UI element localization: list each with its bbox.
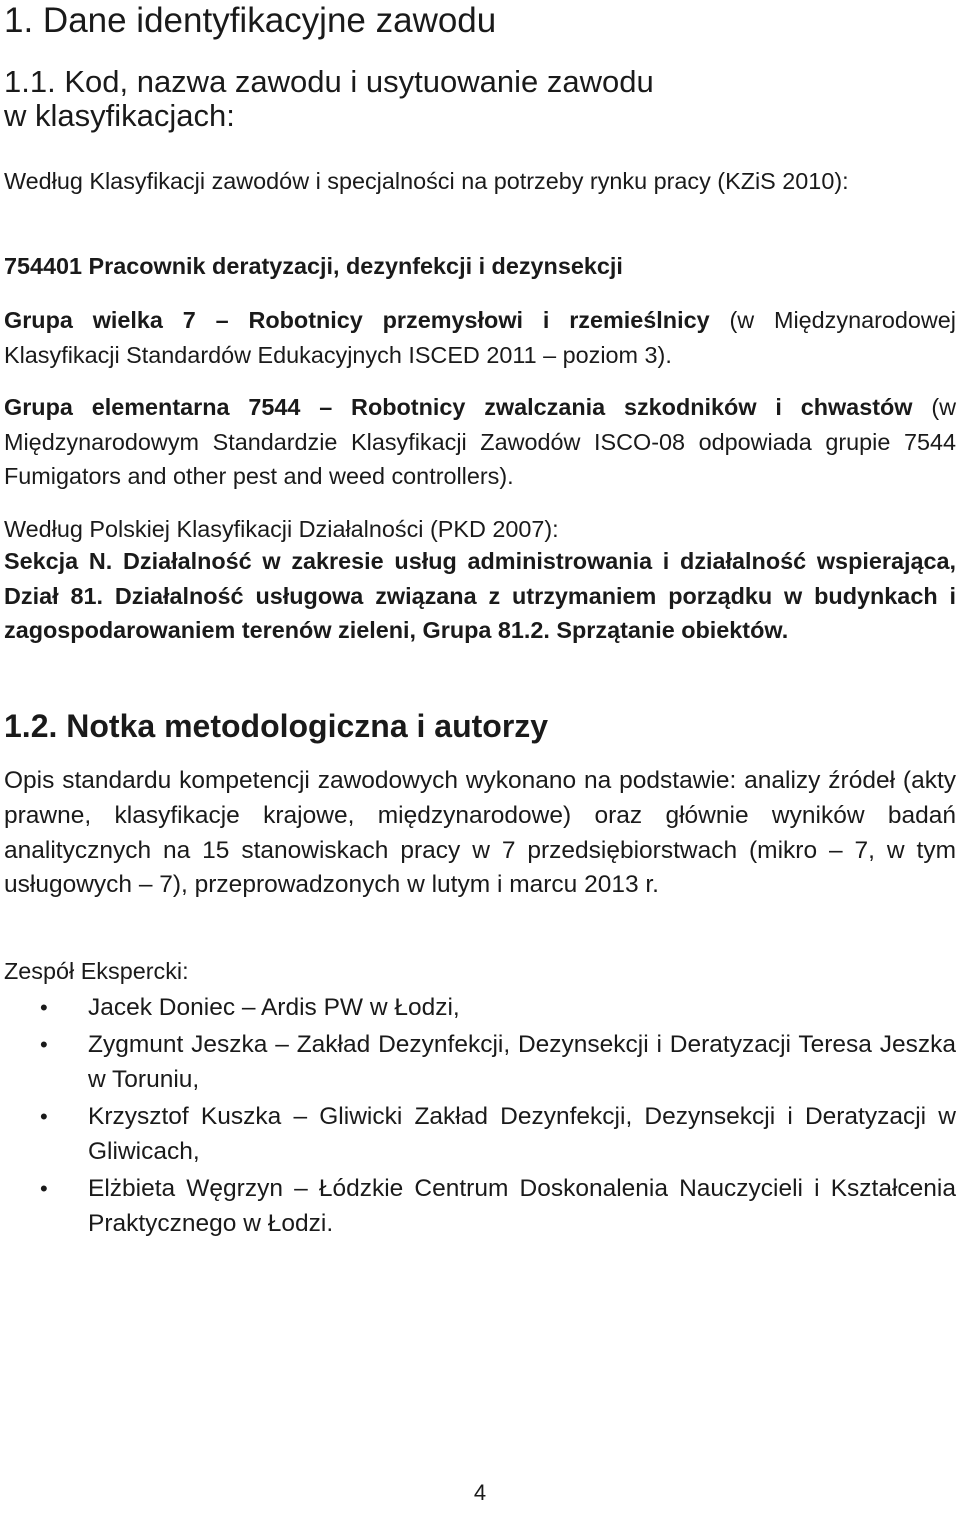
expert-entry: Krzysztof Kuszka – Gliwicki Zakład Dezynfekcji, Dezynsekcji i Deratyzacji w Gliwicach, xyxy=(88,1103,956,1165)
major-group-paragraph xyxy=(4,303,956,372)
experts-heading: Zespół Ekspercki: xyxy=(4,958,189,984)
list-item xyxy=(4,1099,956,1169)
bullet-icon: • xyxy=(40,1176,48,1201)
page-number: 4 xyxy=(473,1480,487,1505)
section-1-1-heading xyxy=(4,65,654,133)
list-item xyxy=(4,1171,956,1241)
bullet-icon: • xyxy=(40,1032,48,1057)
experts-list xyxy=(4,990,956,1243)
pkd-intro: Według Polskiej Klasyfikacji Działalności (PKD 2007): xyxy=(4,516,559,542)
bullet-icon: • xyxy=(40,1104,48,1129)
expert-entry: Elżbieta Węgrzyn – Łódzkie Centrum Doskonalenia Nauczycieli i Kształcenia Praktycznego w Łodzi. xyxy=(88,1175,956,1237)
section-1-heading: 1. Dane identyfikacyjne zawodu xyxy=(4,1,497,40)
section-1-1-heading-line2: w klasyfikacjach: xyxy=(4,98,235,133)
unit-group-label: Grupa elementarna 7544 – Robotnicy zwalczania szkodników i chwastów xyxy=(4,394,913,420)
methodology-paragraph: Opis standardu kompetencji zawodowych wykonano na podstawie: analizy źródeł (akty prawne, klasyfikacje krajowe, międzynarodowe) oraz głównie wyników badań analitycznych na 15 stanowiskach pracy w 7 przedsiębiorstwach (mikro – 7, w tym usługowych – 7), przeprowadzonych w lutym i marcu 2013 r. xyxy=(4,767,956,899)
expert-entry: Jacek Doniec – Ardis PW w Łodzi, xyxy=(88,994,460,1021)
section-1-1-heading-line1: 1.1. Kod, nazwa zawodu i usytuowanie zawodu xyxy=(4,64,654,99)
section-1-2-heading: 1.2. Notka metodologiczna i autorzy xyxy=(4,708,549,744)
major-group-label: Grupa wielka 7 – Robotnicy przemysłowi i rzemieślnicy xyxy=(4,307,710,333)
list-item xyxy=(4,990,956,1025)
major-group-note: (w Międzynarodowej Klasyfikacji Standardów Edukacyjnych ISCED 2011 – poziom 3). xyxy=(4,307,956,368)
expert-entry: Zygmunt Jeszka – Zakład Dezynfekcji, Dezynsekcji i Deratyzacji Teresa Jeszka w Toruniu, xyxy=(88,1031,956,1093)
kzis-intro: Według Klasyfikacji zawodów i specjalności na potrzeby rynku pracy (KZiS 2010): xyxy=(4,168,849,194)
bullet-icon: • xyxy=(40,995,48,1020)
pkd-section: Sekcja N. Działalność w zakresie usług administrowania i działalność wspierająca, Dział 81. Działalność usługowa związana z utrzymaniem porządku w budynkach i zagospodarowaniem terenów zieleni, Grupa 81.2. Sprzątanie obiektów. xyxy=(4,548,956,643)
unit-group-note: (w Międzynarodowym Standardzie Klasyfikacji Zawodów ISCO-08 odpowiada grupie 7544 Fumigators and other pest and weed controllers). xyxy=(4,394,956,489)
occupation-code-name: 754401 Pracownik deratyzacji, dezynfekcji i dezynsekcji xyxy=(4,253,623,279)
unit-group-paragraph xyxy=(4,390,956,494)
list-item xyxy=(4,1027,956,1097)
